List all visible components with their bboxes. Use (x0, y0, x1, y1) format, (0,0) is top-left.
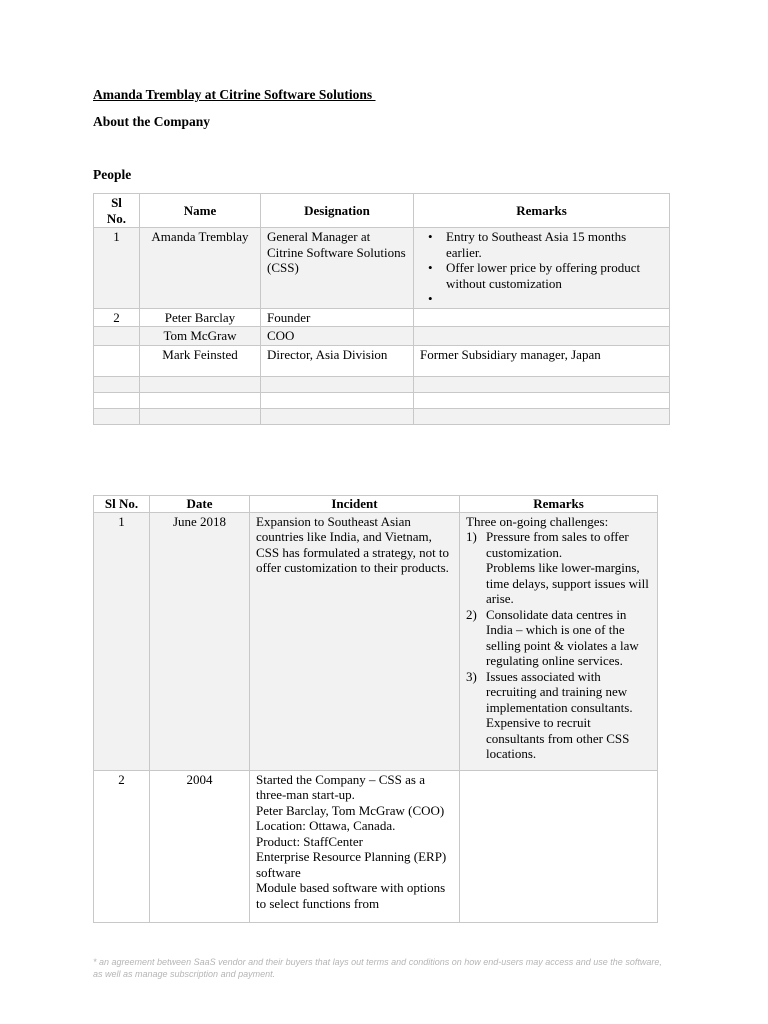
cell-name: Peter Barclay (140, 308, 261, 327)
header-name: Name (140, 194, 261, 228)
table-row (94, 345, 670, 376)
cell-designation: General Manager at Citrine Software Solutions (CSS) (261, 228, 414, 309)
cell-remarks (414, 308, 670, 327)
incident-line: Peter Barclay, Tom McGraw (COO) (256, 802, 445, 818)
list-item: • Entry to Southeast Asia 15 months earlier. (446, 229, 663, 260)
cell-remarks: Former Subsidiary manager, Japan (414, 345, 670, 376)
incident-line: Module based software with options to select functions from (256, 880, 446, 911)
cell-name: Tom McGraw (140, 327, 261, 346)
incident-line: Location: Ottawa, Canada. (256, 818, 396, 833)
cell-sl: 1 (94, 228, 140, 309)
item-text: Consolidate data centres in India – which is one of the selling point & violates a law regulating online services. (486, 606, 639, 668)
cell-sl: 2 (94, 308, 140, 327)
item-text: Pressure from sales to offer customization. (486, 529, 629, 560)
item-number: 2) (466, 606, 477, 622)
cell-remarks (414, 327, 670, 346)
table-row (94, 228, 670, 309)
cell-date: June 2018 (150, 512, 250, 770)
people-header-row (94, 194, 670, 228)
list-item (446, 291, 663, 307)
people-table (93, 193, 670, 425)
header-remarks: Remarks (460, 496, 658, 513)
cell-remarks (414, 228, 670, 309)
cell-sl: 2 (94, 770, 150, 922)
table-row (94, 327, 670, 346)
cell-designation: Director, Asia Division (261, 345, 414, 376)
item-extra: Expensive to recruit consultants from other CSS locations. (486, 715, 630, 761)
empty-row (94, 392, 670, 408)
incident-line: Product: StaffCenter (256, 833, 363, 849)
cell-remarks (460, 512, 658, 770)
cell-name: Mark Feinsted (140, 345, 261, 376)
incident-table (93, 495, 658, 923)
item-extra: Problems like lower-margins, time delays, support issues will arise. (486, 560, 649, 606)
footnote: * an agreement between SaaS vendor and their buyers that lays out terms and conditions on how end-users may access and use the software, as well as manage subscription and payment. (93, 957, 662, 979)
cell-designation: Founder (261, 308, 414, 327)
remarks-intro: Three on-going challenges: (466, 513, 609, 529)
cell-sl: 1 (94, 512, 150, 770)
list-item (466, 668, 651, 762)
list-item (466, 606, 651, 669)
empty-row (94, 408, 670, 424)
item-number: 1) (466, 529, 477, 544)
header-sl-no: Sl No. (94, 194, 140, 228)
cell-incident: Expansion to Southeast Asian countries like India, and Vietnam, CSS has formulated a strategy, not to offer customization to their products. (250, 512, 460, 770)
challenges-list (466, 529, 651, 762)
header-incident: Incident (250, 496, 460, 513)
cell-sl (94, 345, 140, 376)
people-heading: People (93, 167, 132, 182)
empty-row (94, 376, 670, 392)
table-row (94, 308, 670, 327)
table-row (94, 770, 658, 922)
incident-header-row (94, 496, 658, 513)
header-sl-no: Sl No. (94, 496, 150, 513)
item-text: Issues associated with recruiting and training new implementation consultants. (486, 668, 633, 715)
header-remarks: Remarks (414, 194, 670, 228)
list-item: • Offer lower price by offering product without customization (446, 260, 663, 291)
table-row (94, 512, 658, 770)
item-number: 3) (466, 668, 477, 684)
incident-line: Enterprise Resource Planning (ERP) software (256, 849, 447, 880)
page-title: Amanda Tremblay at Citrine Software Solutions (93, 87, 376, 102)
cell-designation: COO (261, 327, 414, 346)
cell-remarks (460, 770, 658, 922)
about-heading: About the Company (93, 114, 211, 129)
cell-incident (250, 770, 460, 922)
cell-sl (94, 327, 140, 346)
header-designation: Designation (261, 194, 414, 228)
header-date: Date (150, 496, 250, 513)
remarks-bullet-list (420, 229, 663, 307)
incident-line: Started the Company – CSS as a three-man start-up. (256, 771, 425, 802)
cell-name: Amanda Tremblay (140, 228, 261, 309)
cell-date: 2004 (150, 770, 250, 922)
list-item (466, 529, 651, 607)
